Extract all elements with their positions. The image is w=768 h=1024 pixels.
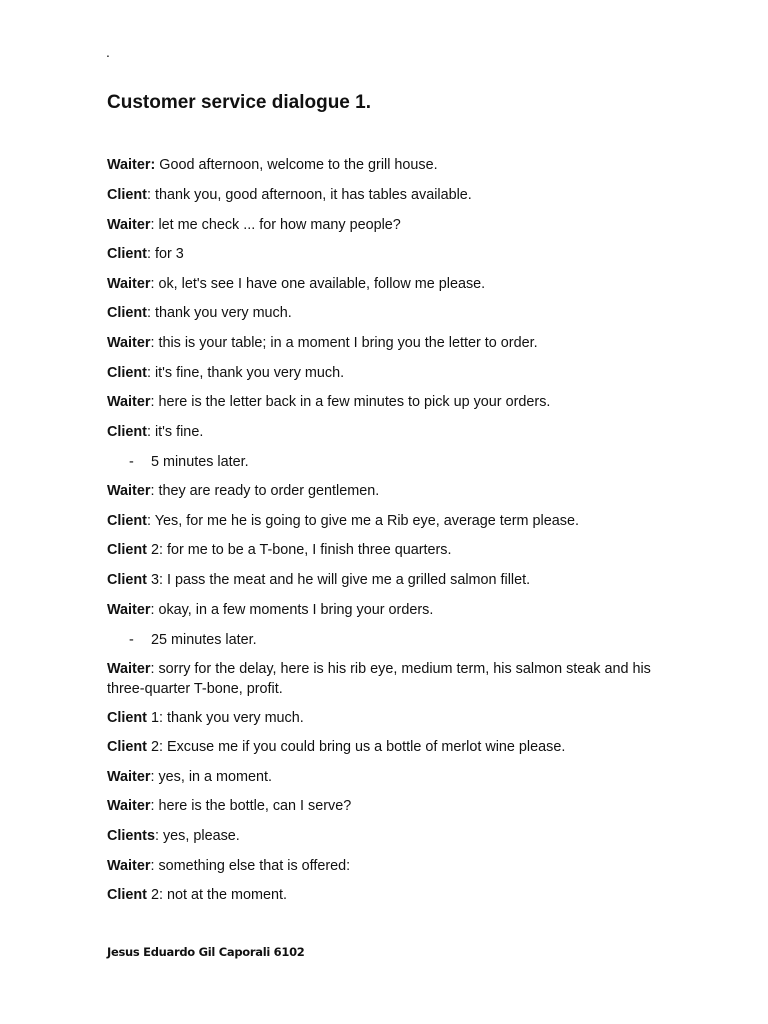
speaker-label: Client <box>107 424 147 440</box>
document-title: Customer service dialogue 1. <box>107 92 371 113</box>
speaker-label: Client <box>107 246 147 262</box>
dialogue-line <box>107 885 667 905</box>
author-footer: Jesus Eduardo Gil Caporali 6102 <box>107 945 305 959</box>
time-note-text: 25 minutes later. <box>151 632 257 648</box>
time-note <box>129 630 257 650</box>
speaker-label: Waiter <box>107 769 151 785</box>
dialogue-line <box>107 600 667 620</box>
dialogue-text: 3: I pass the meat and he will give me a grilled salmon fillet. <box>146 572 531 588</box>
dialogue-text: : something else that is offered: <box>150 858 351 874</box>
speaker-label: Client <box>107 365 147 381</box>
dialogue-line <box>107 185 667 205</box>
speaker-label: Client <box>107 572 147 588</box>
speaker-label: Client <box>107 187 147 203</box>
speaker-label: Clients <box>107 828 155 844</box>
speaker-label: Client <box>107 513 147 529</box>
page-dot: . <box>106 44 110 60</box>
dialogue-text: : let me check ... for how many people? <box>150 217 401 233</box>
dialogue-line <box>107 392 667 412</box>
speaker-label: Waiter <box>107 602 151 618</box>
speaker-label: Waiter <box>107 483 151 499</box>
speaker-label: Waiter: <box>107 157 156 173</box>
dialogue-text: : they are ready to order gentlemen. <box>150 483 380 499</box>
dialogue-line <box>107 540 667 560</box>
speaker-label: Client <box>107 542 147 558</box>
list-dash: - <box>129 632 134 648</box>
dialogue-text: 1: thank you very much. <box>146 710 304 726</box>
speaker-label: Waiter <box>107 335 151 351</box>
dialogue-text: Good afternoon, welcome to the grill house. <box>155 157 438 173</box>
dialogue-text: : okay, in a few moments I bring your orders. <box>150 602 434 618</box>
dialogue-line <box>107 767 667 787</box>
dialogue-text: : here is the bottle, can I serve? <box>150 798 352 814</box>
time-note <box>129 452 249 472</box>
dialogue-line <box>107 856 667 876</box>
dialogue-text: : ok, let's see I have one available, follow me please. <box>150 276 486 292</box>
dialogue-text: : it's fine. <box>146 424 204 440</box>
dialogue-line <box>107 274 667 294</box>
speaker-label: Waiter <box>107 858 151 874</box>
dialogue-line <box>107 363 667 383</box>
dialogue-line <box>107 708 667 728</box>
speaker-label: Waiter <box>107 217 151 233</box>
speaker-label: Client <box>107 710 147 726</box>
speaker-label: Waiter <box>107 394 151 410</box>
dialogue-line <box>107 333 667 353</box>
dialogue-text: 2: for me to be a T-bone, I finish three quarters. <box>146 542 452 558</box>
dialogue-text: : it's fine, thank you very much. <box>146 365 345 381</box>
dialogue-text: : here is the letter back in a few minutes to pick up your orders. <box>150 394 551 410</box>
speaker-label: Client <box>107 305 147 321</box>
dialogue-line <box>107 422 667 442</box>
dialogue-line <box>107 826 667 846</box>
time-note-text: 5 minutes later. <box>151 454 249 470</box>
dialogue-line <box>107 481 667 501</box>
dialogue-line <box>107 659 663 699</box>
dialogue-text: 2: not at the moment. <box>146 887 287 903</box>
dialogue-text: : for 3 <box>146 246 184 262</box>
list-dash: - <box>129 454 134 470</box>
dialogue-line <box>107 244 667 264</box>
dialogue-line <box>107 737 667 757</box>
dialogue-line <box>107 155 667 175</box>
speaker-label: Client <box>107 739 147 755</box>
dialogue-text: : thank you very much. <box>146 305 292 321</box>
dialogue-line <box>107 570 667 590</box>
dialogue-text: : thank you, good afternoon, it has tables available. <box>146 187 472 203</box>
dialogue-text: : yes, please. <box>154 828 240 844</box>
dialogue-text: : this is your table; in a moment I bring you the letter to order. <box>150 335 538 351</box>
dialogue-line <box>107 303 667 323</box>
dialogue-line <box>107 511 667 531</box>
dialogue-line <box>107 215 667 235</box>
dialogue-text: 2: Excuse me if you could bring us a bottle of merlot wine please. <box>146 739 566 755</box>
speaker-label: Waiter <box>107 276 151 292</box>
speaker-label: Waiter <box>107 798 151 814</box>
dialogue-line <box>107 796 667 816</box>
dialogue-text: : Yes, for me he is going to give me a Rib eye, average term please. <box>146 513 579 529</box>
dialogue-text: : yes, in a moment. <box>150 769 273 785</box>
speaker-label: Waiter <box>107 661 151 677</box>
speaker-label: Client <box>107 887 147 903</box>
dialogue-text: : sorry for the delay, here is his rib eye, medium term, his salmon steak and his three-quarter T-bone, profit. <box>107 661 651 697</box>
